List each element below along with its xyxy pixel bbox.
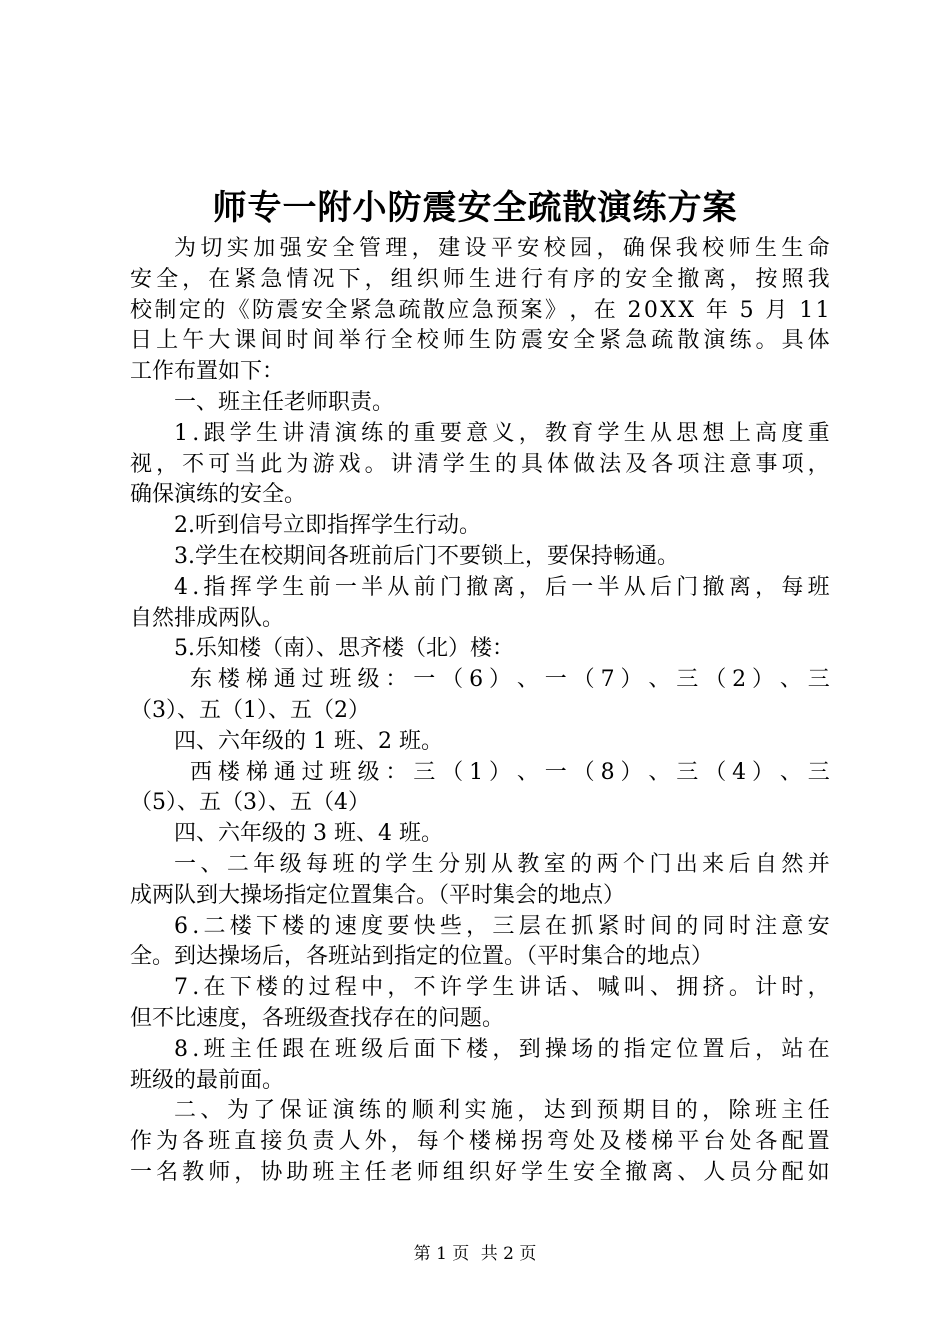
paragraph-line: 自然排成两队。: [130, 605, 285, 631]
paragraph-line: 4 . 指 挥 学 生 前 一 半 从 前 门 撤 离 ， 后 一 半 从 后 门 撤 离 ， 每 班: [174, 574, 830, 600]
paragraph-line: 成两队到大操场指定位置集合。（平时集会的地点）: [130, 882, 626, 908]
paragraph-line: 班级的最前面。: [130, 1067, 285, 1093]
paragraph-line: （5）、五（3）、五（4）: [130, 790, 370, 816]
paragraph-line: 日 上 午 大 课 间 时 间 举 行 全 校 师 生 防 震 安 全 紧 急 疏 散 演 练 。 具 体: [130, 328, 830, 354]
paragraph-line: 7 . 在 下 楼 的 过 程 中 ， 不 许 学 生 讲 话 、 喊 叫 、 拥 挤 。 计 时 ，: [174, 975, 830, 1001]
paragraph-line: 四、六年级的 3 班、4 班。: [174, 821, 443, 847]
paragraph-line: 1 . 跟 学 生 讲 清 演 练 的 重 要 意 义 ， 教 育 学 生 从 思 想 上 高 度 重: [174, 420, 830, 446]
paragraph-line: 西 楼 梯 通 过 班 级 ： 三 （ 1 ） 、 一 （ 8 ） 、 三 （ 4 ） 、 三: [190, 759, 830, 785]
paragraph-line: 工作布置如下：: [130, 359, 285, 385]
paragraph-line: 全。到达操场后，各班站到指定的位置。（平时集合的地点）: [130, 944, 714, 970]
paragraph-line: 为 切 实 加 强 安 全 管 理 ， 建 设 平 安 校 园 ， 确 保 我 校 师 生 生 命: [174, 236, 830, 261]
paragraph-line: 确保演练的安全。: [130, 482, 307, 508]
paragraph-line: 5.乐知楼（南）、思齐楼（北）楼：: [174, 636, 514, 662]
paragraph-line: 3.学生在校期间各班前后门不要锁上，要保持畅通。: [174, 543, 679, 569]
paragraph-line: （3）、五（1）、五（2）: [130, 697, 370, 723]
paragraph-line: 2.听到信号立即指挥学生行动。: [174, 513, 481, 539]
page-number: 第 1 页: [413, 1244, 470, 1264]
document-title: 师专一附小防震安全疏散演练方案: [212, 188, 738, 228]
paragraph-line: 校 制 定 的 《 防 震 安 全 紧 急 疏 散 应 急 预 案 》 ， 在 2 0 X X 年 5 月 1 1: [130, 297, 830, 323]
paragraph-line: 东 楼 梯 通 过 班 级 ： 一 （ 6 ） 、 一 （ 7 ） 、 三 （ 2 ） 、 三: [190, 667, 830, 693]
paragraph-line: 作 为 各 班 直 接 负 责 人 外 ， 每 个 楼 梯 拐 弯 处 及 楼 梯 平 台 处 各 配 置: [130, 1129, 830, 1155]
paragraph-line: 安 全 ， 在 紧 急 情 况 下 ， 组 织 师 生 进 行 有 序 的 安 全 撤 离 ， 按 照 我: [130, 266, 830, 292]
paragraph-line: 一 名 教 师 ， 协 助 班 主 任 老 师 组 织 好 学 生 安 全 撤 离 、 人 员 分 配 如: [130, 1159, 830, 1185]
paragraph-line: 一、班主任老师职责。: [174, 389, 395, 415]
paragraph-line: 一 、 二 年 级 每 班 的 学 生 分 别 从 教 室 的 两 个 门 出 来 后 自 然 并: [174, 851, 830, 877]
paragraph-line: 四、六年级的 1 班、2 班。: [174, 728, 443, 754]
document-body: [130, 234, 830, 1189]
paragraph-line: 二 、 为 了 保 证 演 练 的 顺 利 实 施 ， 达 到 预 期 目 的 ， 除 班 主 任: [174, 1098, 830, 1124]
paragraph-line: 6 . 二 楼 下 楼 的 速 度 要 快 些 ， 三 层 在 抓 紧 时 间 的 同 时 注 意 安: [174, 913, 830, 939]
paragraph-line: 视 ， 不 可 当 此 为 游 戏 。 讲 清 学 生 的 具 体 做 法 及 各 项 注 意 事 项 ，: [130, 451, 830, 477]
paragraph-line: 但不比速度，各班级查找存在的问题。: [130, 1005, 505, 1031]
paragraph-line: 8 . 班 主 任 跟 在 班 级 后 面 下 楼 ， 到 操 场 的 指 定 位 置 后 ， 站 在: [174, 1036, 830, 1062]
page-footer: [0, 1242, 950, 1266]
page-total: 共 2 页: [480, 1244, 537, 1264]
